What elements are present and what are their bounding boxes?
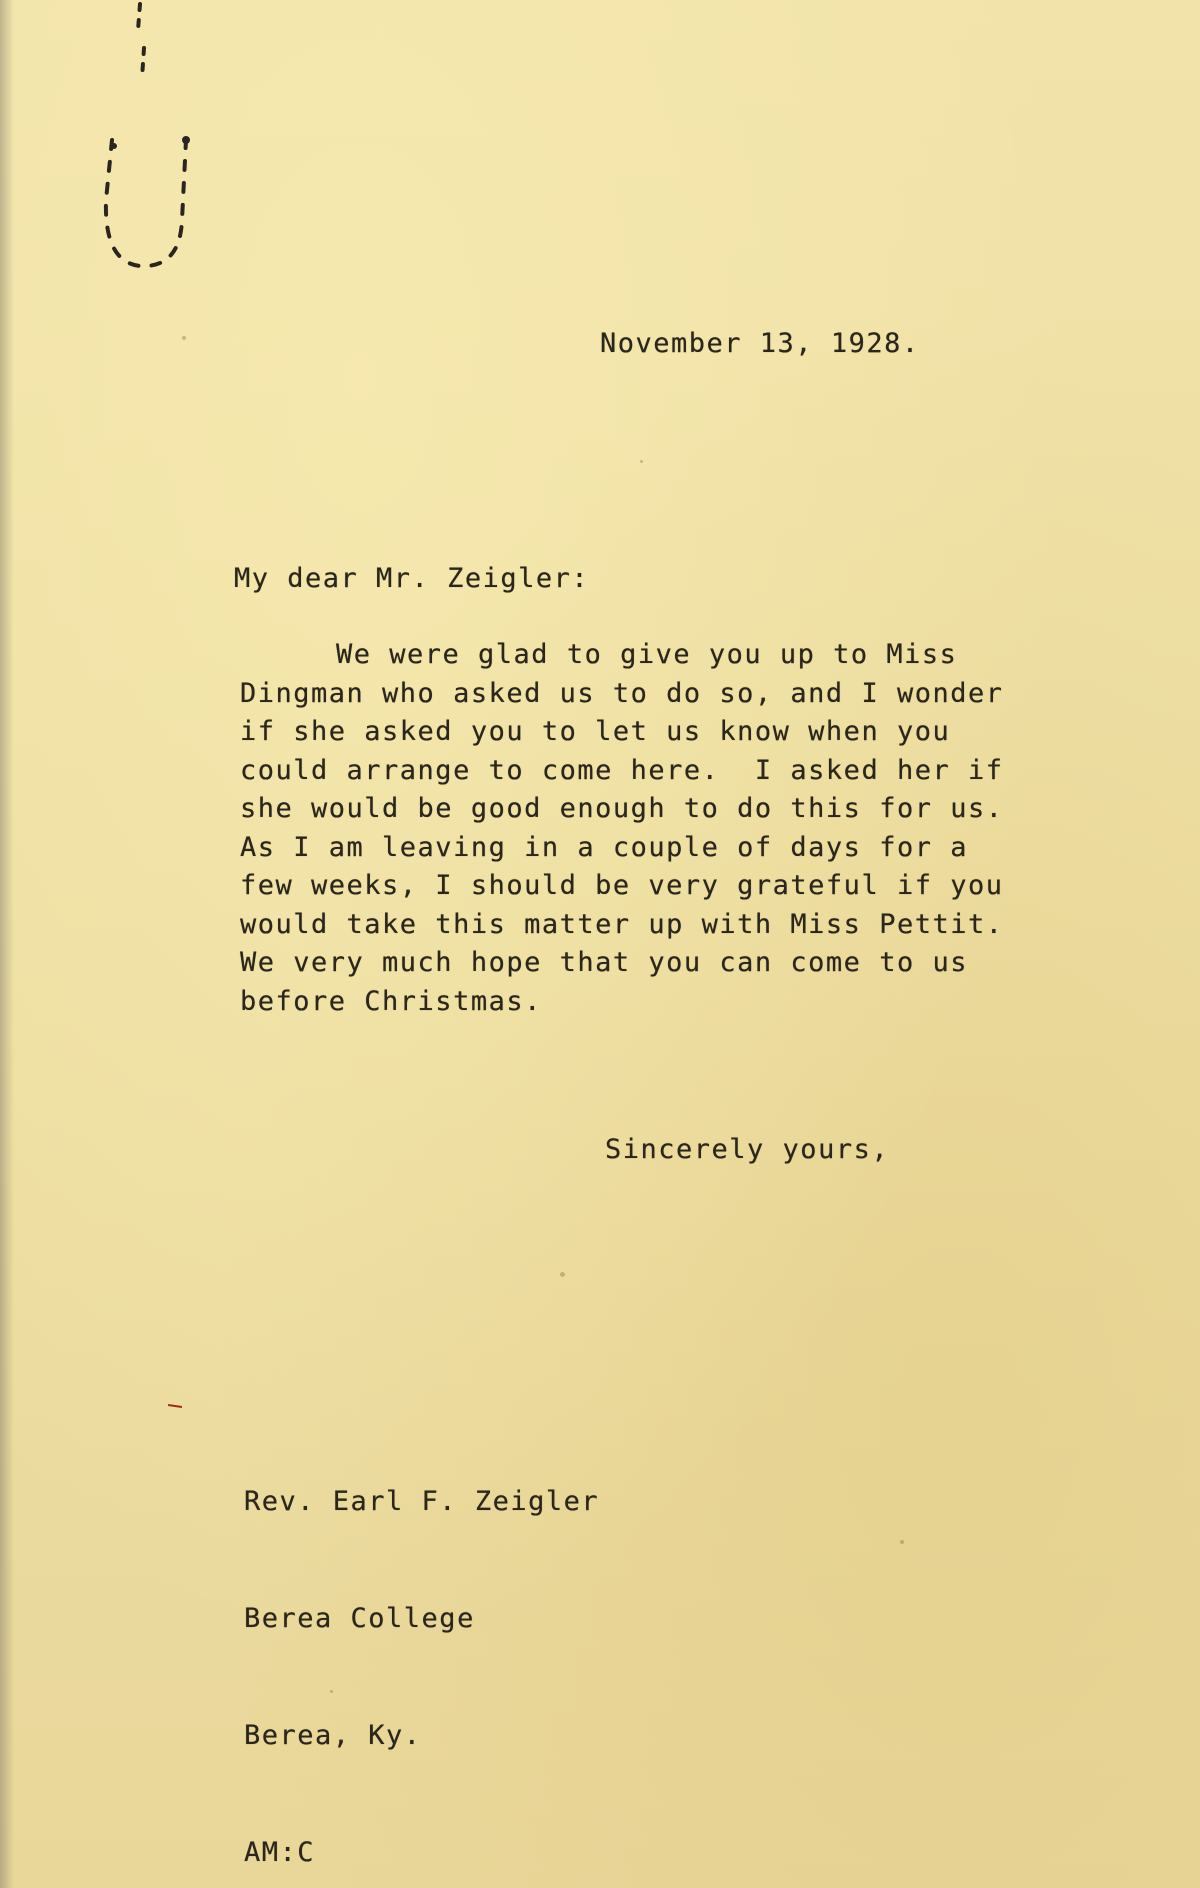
- red-margin-mark: [168, 1404, 182, 1408]
- recipient-location: Berea, Ky.: [244, 1720, 422, 1751]
- body-line: before Christmas.: [240, 985, 542, 1017]
- recipient-address: [244, 1404, 599, 1888]
- paper-left-edge: [0, 0, 14, 1888]
- paper-speck: [182, 336, 186, 340]
- typist-initials: AM:C: [244, 1837, 316, 1868]
- paper-speck: [330, 1690, 333, 1693]
- body-line: Dingman who asked us to do so, and I wonder: [240, 677, 1004, 709]
- paperclip-mark-icon: [92, 0, 202, 280]
- paper-speck: [560, 1272, 565, 1277]
- letter-body: [240, 636, 1003, 1021]
- body-line: she would be good enough to do this for us.: [240, 793, 1004, 824]
- body-line: few weeks, I should be very grateful if you: [240, 870, 1004, 901]
- body-line: would take this matter up with Miss Pettit.: [240, 908, 1004, 940]
- letter-salutation: My dear Mr. Zeigler:: [234, 563, 590, 594]
- body-line: could arrange to come here. I asked her if: [240, 754, 1004, 786]
- recipient-name: Rev. Earl F. Zeigler: [244, 1486, 600, 1517]
- body-line: We very much hope that you can come to us: [240, 947, 968, 978]
- paper-speck: [900, 1540, 904, 1544]
- body-line: if she asked you to let us know when you: [240, 716, 951, 747]
- paper-speck: [640, 460, 643, 463]
- letter-closing: Sincerely yours,: [605, 1134, 890, 1165]
- recipient-institution: Berea College: [244, 1603, 475, 1634]
- letter-date: November 13, 1928.: [600, 328, 920, 359]
- body-line: As I am leaving in a couple of days for a: [240, 831, 968, 863]
- body-line: We were glad to give you up to Miss: [336, 639, 958, 670]
